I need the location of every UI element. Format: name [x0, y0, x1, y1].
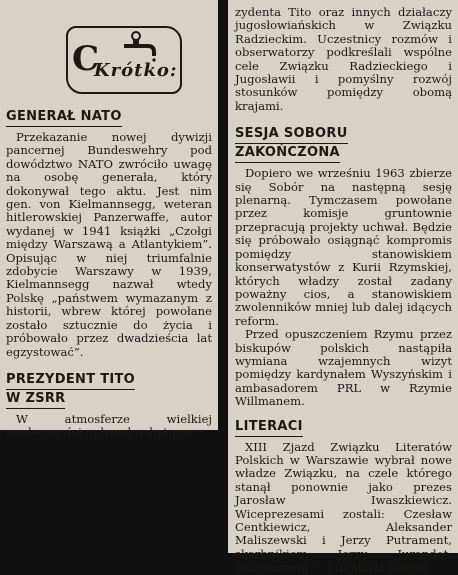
article-sesja-para1: Dopiero we wrześniu 1963 zbierze się Sobór na następną sesję plenarną. Tymczasem powołane przez komisje gruntownie przepracują projekty uchwał. Będzie się próbowało osiągnąć kompromis pomiędzy stanowiskiem konserwatystów z Kurii Rzymskiej, których władzy został zadany poważny cios, a stanowiskiem zwolenników mniej lub dalej idących reform.	[235, 166, 452, 328]
logo-letter-c: C	[72, 39, 100, 79]
article-prezydent-tito-start: W atmosferze wielkiej serdeczności upływał pobyt pre-	[6, 411, 212, 440]
article-prezydent-tito-continued: zydenta Tito oraz innych działaczy jugosłowiańskich w Związku Radzieckim. Uczestnicy rozmów i obserwatorzy podkreślali wspólne cele Związku Radzieckiego i Jugosławii i pomyślny rozwój stosunków pomiędzy obomą krajami.	[235, 5, 452, 113]
krotko-logo	[66, 26, 182, 94]
heading-prezydent-tito: PREZYDENT TITO W ZSRR	[6, 371, 212, 409]
article-general-nato: Przekazanie nowej dywizji pancernej Bundeswehry pod dowództwo NATO zwróciło uwagę na osobę generała, który dokonywał tego aktu. Jest nim gen. von Kielmannsegg, weteran hitlerowskiej Panzerwaffe, autor wydanej w 1941 książki „Czołgi między Warszawą a Atlantykiem”. Opisując w niej triumfalnie zdobycie Warszawy w 1939, Kielmannsegg nazwał wtedy Polskę „państwem wymazanym z historii, wbrew której powołane zostało sztucznie do życia i próbowało przez dwadzieścia lat egzystować”.	[6, 130, 212, 359]
article-literaci: XIII Zjazd Związku Literatów Polskich w Warszawie wybrał nowe władze Związku, na czele którego stanął ponownie jako prezes Jarosław Iwaszkiewicz. Wiceprezesami zostali: Czesław Centkiewicz, Aleksander Maliszewski i Jerzy Putrament, skarbnikiem Jerzy Jurandot, sekretarzem — Jan Maria Gisges.	[235, 439, 452, 575]
article-sesja-para2: Przed opuszczeniem Rzymu przez biskupów polskich nastąpiła wymiana wzajemnych wizyt pomiędzy kardynałem Wyszyńskim i ambasadorem PRL w Rzymie Willmanem.	[235, 327, 452, 409]
heading-literaci: LITERACI	[235, 418, 452, 437]
logo-word: Krótko:	[94, 60, 178, 81]
right-column	[228, 0, 458, 575]
heading-general-nato: GENERAŁ NATO	[6, 108, 212, 127]
water-tap-icon	[120, 30, 160, 62]
left-column	[0, 0, 218, 440]
heading-sesja-soboru: SESJA SOBORU ZAKOŃCZONA	[235, 125, 452, 163]
